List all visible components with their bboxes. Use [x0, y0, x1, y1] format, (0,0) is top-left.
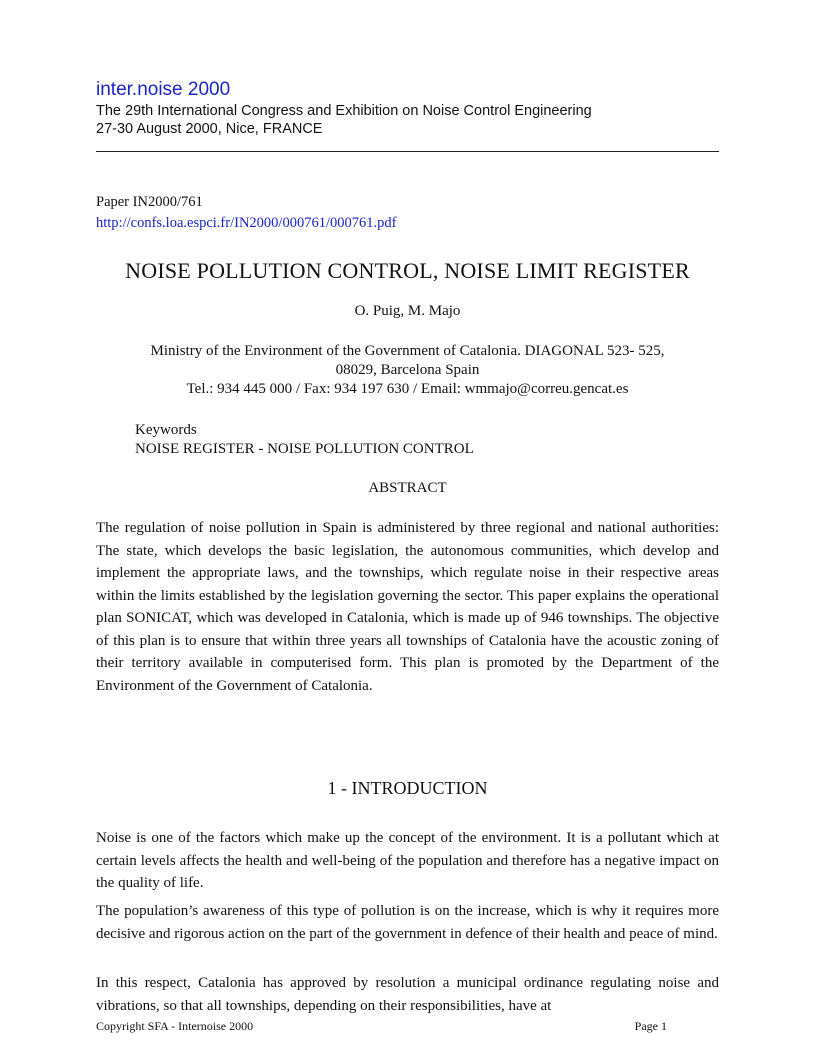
introduction-heading: 1 - INTRODUCTION — [327, 778, 488, 798]
conference-header — [96, 78, 719, 138]
affiliation-line: Tel.: 934 445 000 / Fax: 934 197 630 / Email: wmmajo@correu.gencat.es — [186, 381, 629, 397]
paper-title: NOISE POLLUTION CONTROL, NOISE LIMIT REGISTER — [125, 258, 690, 283]
keywords-label: Keywords — [135, 422, 197, 438]
keywords-list: NOISE REGISTER - NOISE POLLUTION CONTROL — [135, 441, 474, 457]
intro-paragraph: In this respect, Catalonia has approved by resolution a municipal ordinance regulating noise and vibrations, so that all townships, depending on their responsibilities, have at — [96, 975, 719, 1014]
abstract-heading: ABSTRACT — [368, 480, 447, 496]
copyright-text: Copyright SFA - Internoise 2000 — [96, 1019, 254, 1033]
abstract-text: The regulation of noise pollution in Spain is administered by three regional and national authorities: The state, which develops the basic legislation, the autonomous communities, which develop and implement the appropriate laws, and the townships, which regulate noise in their respective areas within the limits established by the legislation governing the sector. This paper explains the operational plan SONICAT, which was developed in Catalonia, which is made up of 946 townships. The objective of this plan is to ensure that within three years all townships of Catalonia have the acoustic zoning of their territory available in computerised form. This plan is promoted by the Department of the Environment of the Government of Catalonia. — [96, 520, 719, 694]
conference-subtitle: The 29th International Congress and Exhibition on Noise Control Engineering — [96, 103, 592, 119]
affiliation-line: Ministry of the Environment of the Government of Catalonia. DIAGONAL 523- 525, — [150, 343, 665, 359]
paper-authors: O. Puig, M. Majo — [354, 303, 461, 319]
keywords-block — [135, 421, 474, 459]
paper-url-link[interactable]: http://confs.loa.espci.fr/IN2000/000761/000761.pdf — [96, 215, 397, 231]
page-footer — [96, 1019, 667, 1034]
conference-name: inter.noise 2000 — [96, 79, 231, 100]
conference-dates: 27-30 August 2000, Nice, FRANCE — [96, 121, 323, 137]
affiliation-line: 08029, Barcelona Spain — [335, 362, 480, 378]
page-number: Page 1 — [634, 1019, 667, 1033]
intro-paragraph: Noise is one of the factors which make up the concept of the environment. It is a pollutant which at certain levels affects the health and well-being of the population and therefore has a negative impact on the quality of life. — [96, 830, 719, 891]
paper-id: Paper IN2000/761 — [96, 194, 203, 210]
intro-paragraph: The population’s awareness of this type of pollution is on the increase, which is why it requires more decisive and rigorous action on the part of the government in defence of their health and peace of mind. — [96, 903, 719, 942]
affiliation — [96, 342, 719, 399]
header-divider — [96, 151, 719, 152]
